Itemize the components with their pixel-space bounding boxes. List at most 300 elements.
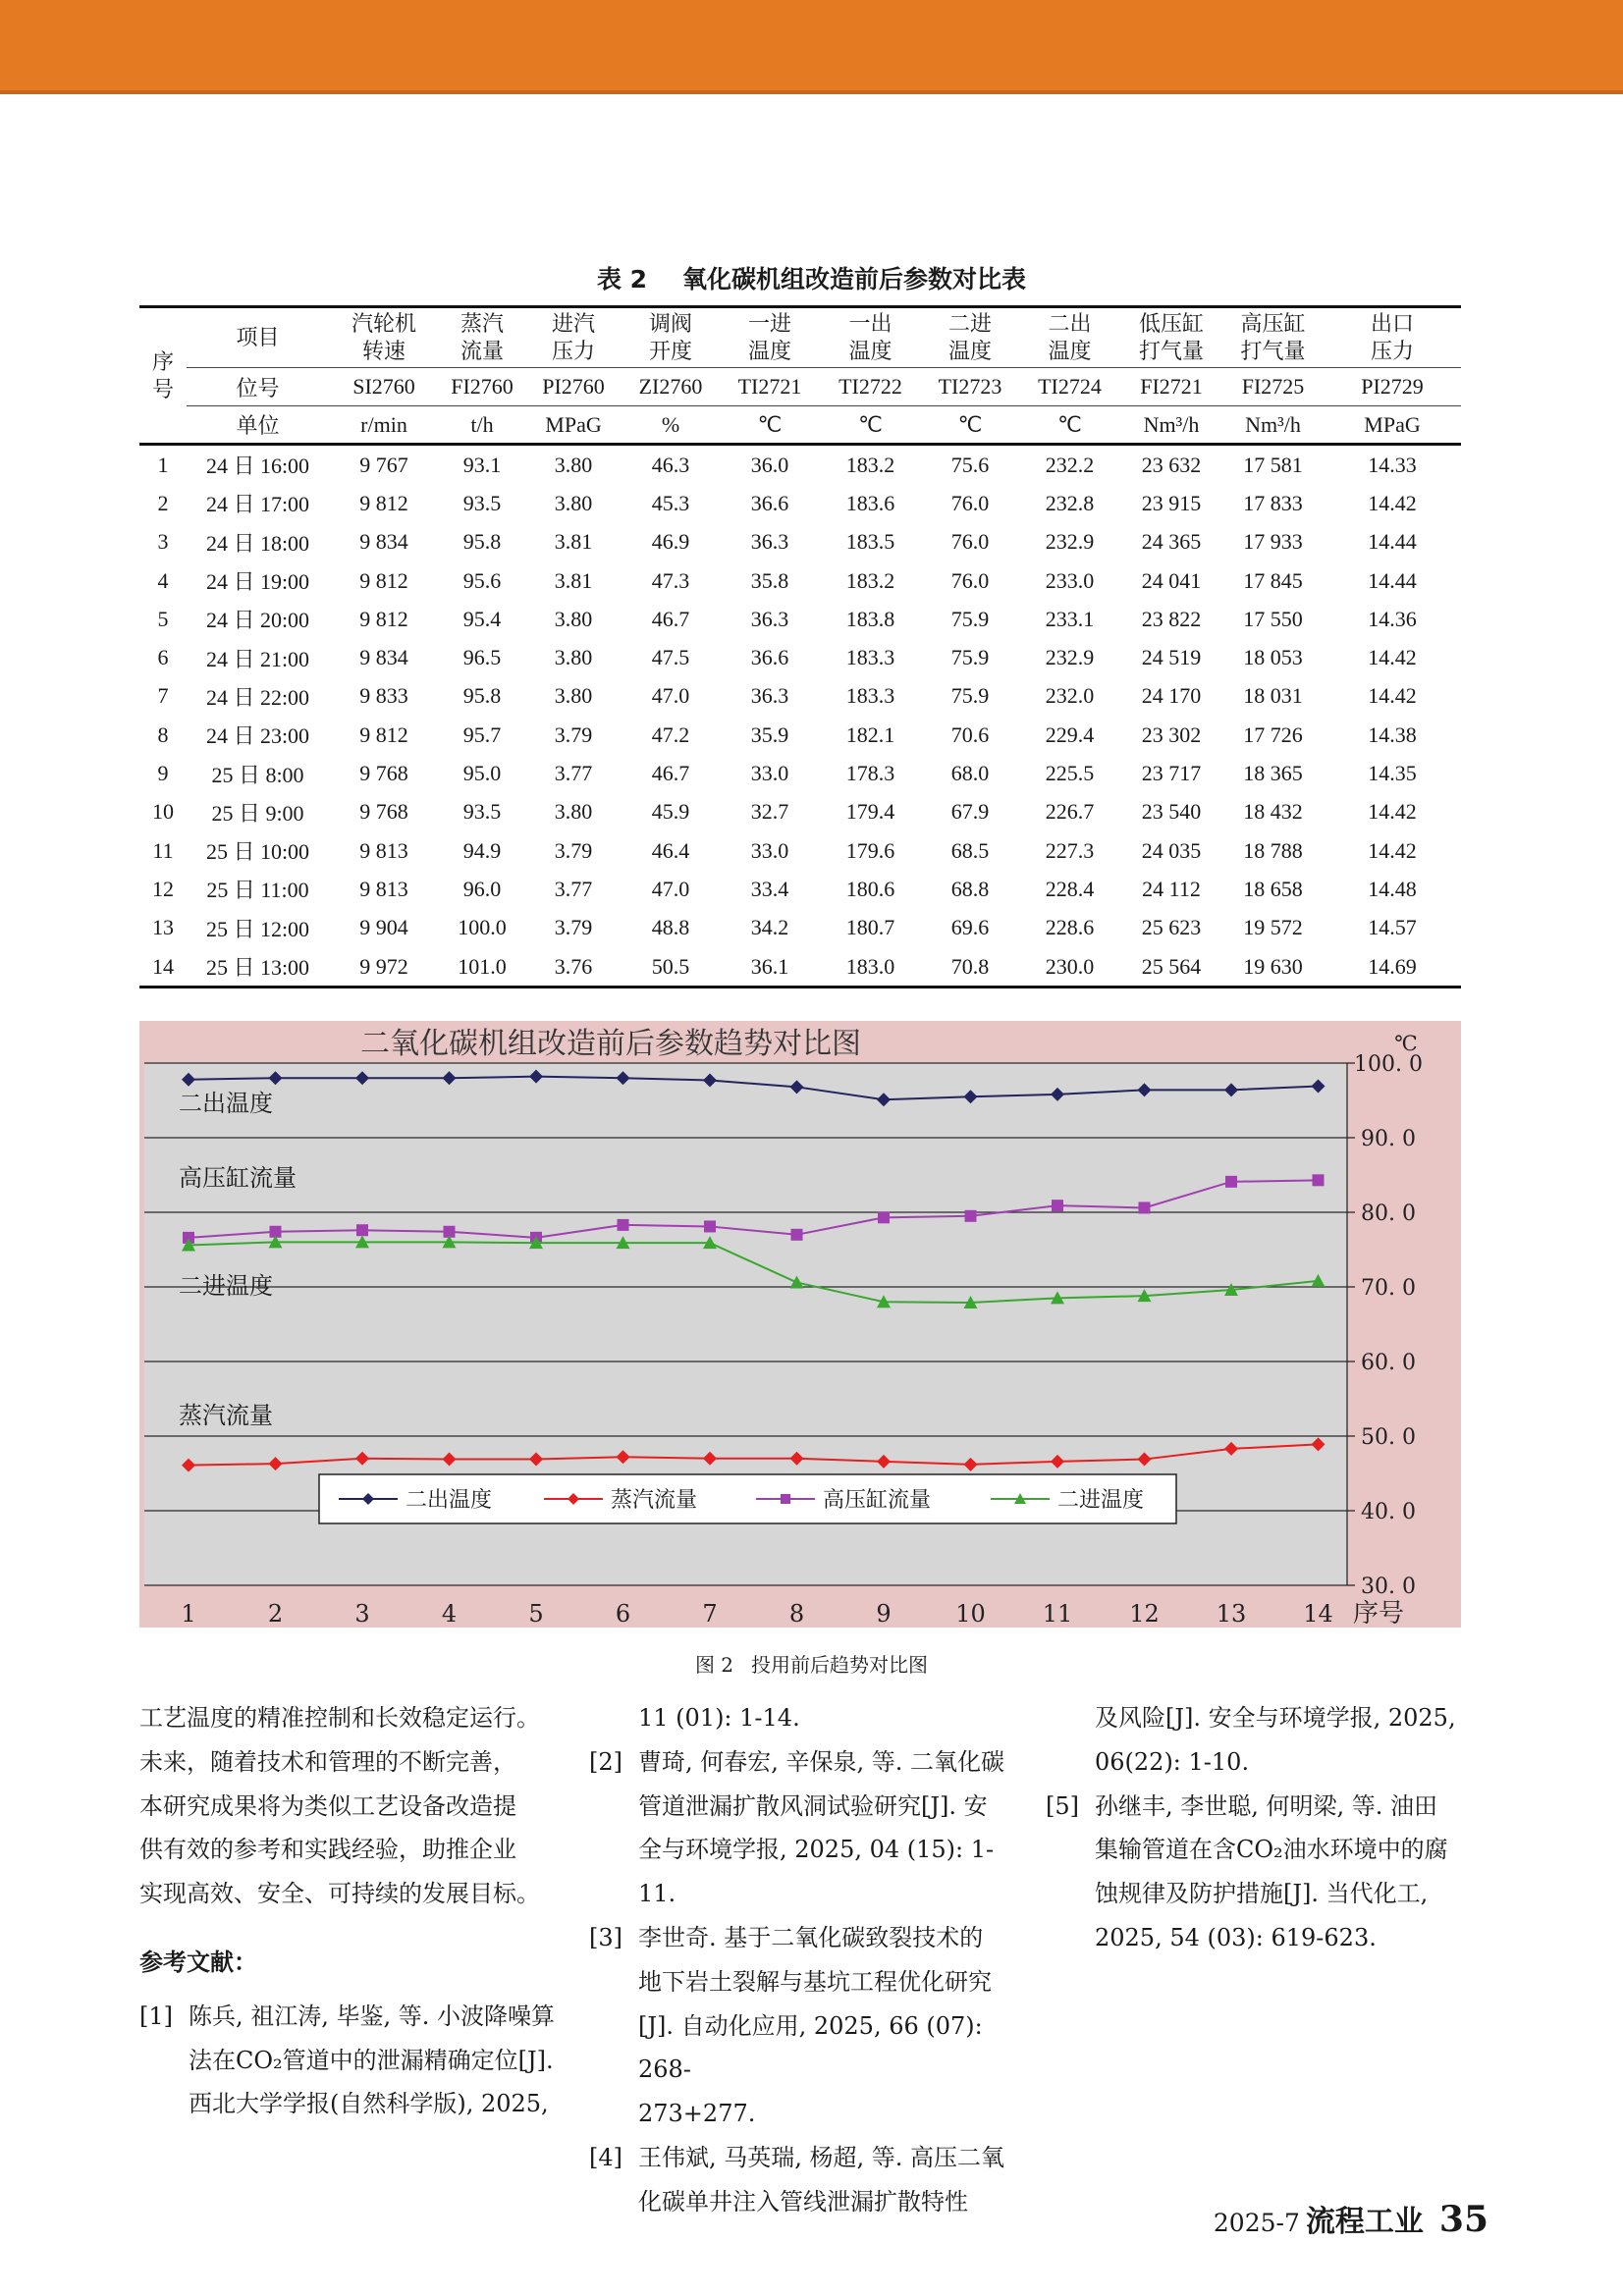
- table-number: 表 2: [596, 265, 648, 294]
- table-cell: 47.5: [651, 645, 690, 670]
- table-cell: 101.0: [439, 947, 525, 988]
- column-name: [329, 307, 439, 368]
- data-point: [1313, 1174, 1325, 1186]
- table-cell: 25 日 8:00: [211, 762, 304, 787]
- table-cell: 69.6: [950, 915, 990, 940]
- data-point: [1052, 1200, 1063, 1211]
- figure-title: 投用前后趋势对比图: [751, 1653, 929, 1677]
- legend-label: 二进温度: [1057, 1488, 1145, 1513]
- column-name-line: 一出: [848, 311, 893, 336]
- column-tag: SI2760: [329, 368, 439, 406]
- text-column-3: [1046, 1696, 1468, 1960]
- table-cell: 36.1: [720, 947, 820, 988]
- table-cell: 180.6: [845, 876, 895, 901]
- table-cell: 232.8: [1045, 490, 1095, 515]
- series-annotation: 蒸汽流量: [179, 1402, 273, 1429]
- table-cell: 9 768: [359, 799, 408, 825]
- table-cell: 19 630: [1222, 947, 1324, 988]
- table-cell: 180.7: [845, 915, 895, 940]
- table-cell: 25 日 11:00: [206, 878, 309, 903]
- table-cell: 36.6: [750, 490, 789, 515]
- table-cell: 95.8: [462, 529, 502, 555]
- table-cell: 17 845: [1243, 567, 1303, 593]
- x-tick-label: 4: [441, 1600, 458, 1628]
- data-point: [1139, 1201, 1151, 1213]
- column-tag: TI2721: [720, 368, 820, 406]
- table-cell: 3.81: [554, 529, 593, 555]
- reference-line: 地下岩土裂解与基坑工程优化研究: [638, 1967, 992, 1996]
- body-line: 未来，随着技术和管理的不断完善，: [139, 1747, 516, 1776]
- data-point: [791, 1229, 803, 1241]
- series-annotation: 二进温度: [179, 1272, 273, 1300]
- table-cell: 18 365: [1243, 761, 1303, 786]
- table-cell: 24 日 16:00: [205, 454, 310, 479]
- table-cell: 9 834: [359, 529, 408, 555]
- reference-line: 全与环境学报, 2025, 04 (15): 1-11.: [638, 1836, 995, 1908]
- reference-line: 李世奇. 基于二氧化碳致裂技术的: [638, 1923, 984, 1951]
- reference-2: [589, 1740, 1026, 1916]
- reference-line: 法在CO₂管道中的泄漏精确定位[J].: [189, 2046, 554, 2074]
- reference-number: [2]: [589, 1747, 622, 1776]
- x-tick-label: 5: [528, 1600, 544, 1628]
- column-tag: FI2760: [439, 368, 525, 406]
- table-row: [139, 523, 1461, 561]
- figure-number: 图 2: [694, 1653, 734, 1677]
- page-footer: [1214, 2197, 1488, 2240]
- table-cell: 10: [152, 799, 174, 825]
- table-cell: 24 日 22:00: [205, 684, 310, 710]
- column-unit: t/h: [439, 406, 525, 445]
- series-annotation: 二出温度: [179, 1090, 273, 1117]
- column-unit: Nm³/h: [1222, 406, 1324, 445]
- reference-1-cont: [589, 1696, 1026, 1740]
- table-cell: 3.79: [554, 837, 593, 863]
- references-heading: 参考文献：: [139, 1948, 257, 1976]
- table-caption: [0, 260, 1623, 295]
- table-cell: 75.9: [950, 683, 990, 709]
- x-axis-label: 序号: [1352, 1599, 1405, 1628]
- x-tick-label: 8: [788, 1600, 805, 1628]
- table-cell: 46.7: [651, 761, 690, 786]
- table-row: [139, 677, 1461, 716]
- table-cell: 24 035: [1141, 837, 1202, 863]
- reference-line: 西北大学学报(自然科学版), 2025,: [189, 2090, 549, 2118]
- chart-legend: [319, 1474, 1176, 1523]
- table-cell: 25 日 13:00: [187, 947, 329, 988]
- table-cell: 24 日 18:00: [205, 530, 310, 556]
- column-name-line: 二进: [947, 311, 992, 336]
- table-row: [139, 445, 1461, 485]
- column-unit: MPaG: [1324, 406, 1461, 445]
- table-cell: 67.9: [950, 799, 990, 825]
- table-cell: 179.4: [845, 799, 895, 825]
- y-tick-label: 50. 0: [1361, 1425, 1416, 1450]
- reference-line: 化碳单井注入管线泄漏扩散特性: [638, 2187, 968, 2216]
- legend-label: 高压缸流量: [823, 1488, 932, 1513]
- table-cell: 3.77: [554, 761, 593, 786]
- table-cell: 23 540: [1141, 799, 1202, 825]
- table-cell: 14.44: [1368, 567, 1417, 593]
- data-point: [965, 1210, 977, 1222]
- column-name-line: 压力: [551, 339, 595, 363]
- column-unit: ℃: [820, 406, 921, 445]
- table-cell: 227.3: [1045, 837, 1095, 863]
- column-name: [1019, 307, 1120, 368]
- table-cell: 93.1: [462, 452, 502, 477]
- table-cell: 68.8: [950, 876, 990, 901]
- column-name: [525, 307, 622, 368]
- x-tick-label: 11: [1042, 1600, 1073, 1628]
- body-line: 本研究成果将为类似工艺设备改造提: [139, 1791, 516, 1820]
- table-cell: 25 日 12:00: [205, 916, 310, 941]
- table-cell: 12: [152, 876, 174, 901]
- table-cell: 70.6: [950, 721, 990, 747]
- table-cell: 9 768: [359, 761, 408, 786]
- table-cell: 9 972: [329, 947, 439, 988]
- column-name-line: 流量: [460, 339, 504, 363]
- table-cell: 25 623: [1141, 915, 1202, 940]
- table-cell: 36.3: [750, 683, 789, 709]
- column-tag: FI2725: [1222, 368, 1324, 406]
- table-cell: 24 日 19:00: [205, 569, 310, 595]
- seq-header: [139, 307, 187, 445]
- data-point: [781, 1494, 790, 1504]
- x-tick-label: 6: [615, 1600, 631, 1628]
- column-name: [720, 307, 820, 368]
- column-name-line: 高压缸: [1240, 311, 1306, 336]
- table-cell: 76.0: [950, 567, 990, 593]
- table-cell: 3.80: [554, 490, 593, 515]
- table-row: [139, 638, 1461, 676]
- table-cell: 18 432: [1243, 799, 1303, 825]
- table-cell: 179.6: [845, 837, 895, 863]
- y-tick-label: 100. 0: [1354, 1052, 1423, 1077]
- table-cell: 9 767: [359, 452, 408, 477]
- table-cell: 18 788: [1243, 837, 1303, 863]
- table-row: [139, 947, 1461, 988]
- reference-line: 06(22): 1-10.: [1095, 1747, 1250, 1776]
- column-name-line: 温度: [747, 339, 791, 363]
- table-cell: 24 日 21:00: [205, 646, 310, 671]
- reference-4: [589, 2136, 1026, 2224]
- table-cell: 23 915: [1141, 490, 1202, 515]
- reference-5: [1046, 1785, 1468, 1960]
- table-cell: 229.4: [1045, 721, 1095, 747]
- table-row: [139, 600, 1461, 638]
- table-cell: 70.8: [921, 947, 1019, 988]
- table-cell: 95.6: [462, 567, 502, 593]
- data-point: [356, 1224, 368, 1236]
- table-cell: 183.3: [845, 645, 895, 670]
- table-cell: 34.2: [750, 915, 789, 940]
- figure-caption: [0, 1649, 1623, 1678]
- table-cell: 225.5: [1045, 761, 1095, 786]
- body-line: 供有效的参考和实践经验，助推企业: [139, 1836, 516, 1864]
- table-cell: 183.8: [845, 606, 895, 631]
- parameter-table: [139, 305, 1461, 988]
- table-cell: 3.80: [554, 645, 593, 670]
- seq-header-label: 序号: [152, 348, 175, 401]
- column-name-line: 压力: [1370, 339, 1414, 363]
- reference-line: 273+277.: [638, 2100, 756, 2128]
- header-band-edge: [0, 90, 1623, 94]
- table-cell: 45.3: [651, 490, 690, 515]
- table-cell: 233.0: [1045, 567, 1095, 593]
- table-cell: 24 日 23:00: [205, 723, 310, 749]
- y-tick-label: 40. 0: [1361, 1500, 1416, 1524]
- y-tick-label: 90. 0: [1361, 1127, 1416, 1151]
- y-tick-label: 80. 0: [1361, 1201, 1416, 1226]
- table-cell: 3: [157, 529, 169, 555]
- table-cell: 14.42: [1368, 837, 1417, 863]
- table-cell: 33.0: [750, 761, 789, 786]
- reference-line: 集输管道在含CO₂油水环境中的腐: [1095, 1836, 1448, 1864]
- table-cell: 14.48: [1368, 876, 1417, 901]
- table-cell: 183.2: [845, 567, 895, 593]
- reference-line: 陈兵, 祖江涛, 毕鉴, 等. 小波降噪算: [189, 2002, 556, 2030]
- table-cell: 24 170: [1141, 683, 1202, 709]
- table-cell: 178.3: [845, 761, 895, 786]
- header-band: [0, 0, 1623, 90]
- table-row: [139, 909, 1461, 947]
- table-cell: 17 833: [1243, 490, 1303, 515]
- column-name: [622, 307, 720, 368]
- reference-1: [139, 1995, 562, 2126]
- table-cell: 94.9: [462, 837, 502, 863]
- table-cell: 183.6: [845, 490, 895, 515]
- column-name-line: 打气量: [1138, 339, 1204, 363]
- table-cell: 46.3: [651, 452, 690, 477]
- table-cell: 75.9: [950, 645, 990, 670]
- table-cell: 36.6: [750, 645, 789, 670]
- reference-number: [5]: [1046, 1791, 1079, 1820]
- data-point: [704, 1220, 716, 1232]
- table-cell: 232.9: [1045, 529, 1095, 555]
- table-cell: 9 834: [359, 645, 408, 670]
- column-name-line: 调阀: [648, 311, 692, 336]
- table-cell: 25 日 9:00: [211, 800, 304, 826]
- x-tick-label: 12: [1129, 1600, 1160, 1628]
- table-cell: 13: [152, 915, 174, 940]
- table-cell: 17 726: [1243, 721, 1303, 747]
- x-tick-label: 7: [702, 1600, 718, 1628]
- table-row: [139, 484, 1461, 522]
- chart-title: 二氧化碳机组改造前后参数趋势对比图: [360, 1027, 861, 1061]
- data-point: [618, 1219, 629, 1231]
- table-cell: 14.42: [1368, 683, 1417, 709]
- table-cell: 75.9: [950, 606, 990, 631]
- reference-line: 王伟斌, 马英瑞, 杨超, 等. 高压二氧: [638, 2143, 1005, 2171]
- table-cell: 232.0: [1045, 683, 1095, 709]
- column-name-line: 低压缸: [1138, 311, 1204, 336]
- table-cell: 95.4: [462, 606, 502, 631]
- table-cell: 7: [157, 683, 169, 709]
- table-cell: 232.9: [1045, 645, 1095, 670]
- table-cell: 14: [139, 947, 187, 988]
- column-tag: PI2729: [1324, 368, 1461, 406]
- trend-chart: [139, 1021, 1461, 1628]
- table-cell: 232.2: [1045, 452, 1095, 477]
- column-unit: ℃: [921, 406, 1019, 445]
- legend-label: 蒸汽流量: [611, 1488, 698, 1513]
- column-tag: TI2723: [921, 368, 1019, 406]
- table-cell: 2: [157, 490, 169, 515]
- table-cell: 1: [157, 452, 169, 477]
- column-name-line: 一进: [747, 311, 791, 336]
- reference-number: [4]: [589, 2143, 622, 2171]
- column-name-line: 温度: [848, 339, 893, 363]
- legend-label: 二出温度: [406, 1488, 493, 1513]
- table-cell: 226.7: [1045, 799, 1095, 825]
- table-cell: 35.8: [750, 567, 789, 593]
- column-tag: ZI2760: [622, 368, 720, 406]
- table-cell: 23 822: [1141, 606, 1202, 631]
- x-tick-label: 3: [354, 1600, 370, 1628]
- table-cell: 75.6: [950, 452, 990, 477]
- table-cell: 14.38: [1368, 721, 1417, 747]
- table-cell: 76.0: [950, 490, 990, 515]
- table-cell: 24 112: [1142, 876, 1201, 901]
- table-cell: 17 581: [1243, 452, 1303, 477]
- column-tag: PI2760: [525, 368, 622, 406]
- page-number: 35: [1438, 2199, 1488, 2240]
- table-cell: 11: [152, 837, 174, 863]
- column-name-line: 转速: [361, 339, 406, 363]
- table-cell: 46.9: [651, 529, 690, 555]
- table-cell: 45.9: [651, 799, 690, 825]
- data-point: [878, 1211, 890, 1223]
- table-cell: 233.1: [1045, 606, 1095, 631]
- table-cell: 68.0: [950, 761, 990, 786]
- reference-line: 孙继丰, 李世聪, 何明梁, 等. 油田: [1095, 1791, 1438, 1820]
- column-tag: TI2724: [1019, 368, 1120, 406]
- header-unit: 单位: [187, 406, 329, 445]
- table-cell: 182.1: [845, 721, 895, 747]
- reference-line: 蚀规律及防护措施[J]. 当代化工,: [1095, 1880, 1429, 1908]
- table-cell: 24 日 17:00: [205, 492, 310, 517]
- column-name: [1222, 307, 1324, 368]
- table-cell: 25 564: [1120, 947, 1222, 988]
- series-annotation: 高压缸流量: [179, 1164, 297, 1192]
- table-cell: 3.80: [554, 452, 593, 477]
- reference-line: 曹琦, 何春宏, 辛保泉, 等. 二氧化碳: [638, 1747, 1005, 1776]
- table-cell: 17 933: [1243, 529, 1303, 555]
- table-cell: 95.7: [462, 721, 502, 747]
- table-cell: 9 833: [359, 683, 408, 709]
- table-cell: 33.0: [750, 837, 789, 863]
- table-cell: 23 717: [1141, 761, 1202, 786]
- column-name-line: 汽轮机: [351, 311, 416, 336]
- column-name-line: 蒸汽: [460, 311, 504, 336]
- table-cell: 9 813: [359, 876, 408, 901]
- table-cell: 93.5: [462, 490, 502, 515]
- table-row: [139, 831, 1461, 870]
- column-tag: TI2722: [820, 368, 921, 406]
- table-cell: 3.81: [554, 567, 593, 593]
- table-cell: 47.0: [651, 683, 690, 709]
- table-cell: 33.4: [750, 876, 789, 901]
- table-row: [139, 754, 1461, 792]
- column-name-line: 开度: [648, 339, 692, 363]
- table-cell: 48.8: [651, 915, 690, 940]
- table-cell: 23 302: [1141, 721, 1202, 747]
- column-unit: ℃: [1019, 406, 1120, 445]
- table-cell: 3.76: [525, 947, 622, 988]
- reference-line: 及风险[J]. 安全与环境学报, 2025,: [1095, 1704, 1456, 1732]
- table-cell: 18 658: [1243, 876, 1303, 901]
- x-tick-label: 13: [1216, 1600, 1247, 1628]
- table-row: [139, 716, 1461, 754]
- table-cell: 3.79: [554, 721, 593, 747]
- table-cell: 23 632: [1141, 452, 1202, 477]
- table-cell: 68.5: [950, 837, 990, 863]
- table-cell: 3.80: [554, 683, 593, 709]
- column-unit: Nm³/h: [1120, 406, 1222, 445]
- y-tick-label: 60. 0: [1361, 1351, 1416, 1375]
- x-tick-label: 9: [876, 1600, 892, 1628]
- journal-name: 流程工业: [1305, 2205, 1424, 2239]
- table-cell: 36.0: [750, 452, 789, 477]
- table-cell: 95.8: [462, 683, 502, 709]
- y-unit-label: ℃: [1394, 1032, 1418, 1055]
- column-unit: ℃: [720, 406, 820, 445]
- table-cell: 228.6: [1045, 915, 1095, 940]
- table-cell: 47.2: [651, 721, 690, 747]
- table-cell: 228.4: [1045, 876, 1095, 901]
- x-tick-label: 14: [1303, 1600, 1333, 1628]
- table-row: [139, 793, 1461, 831]
- column-unit: r/min: [329, 406, 439, 445]
- table-row: [139, 561, 1461, 600]
- table-cell: 183.0: [820, 947, 921, 988]
- column-name-line: 进汽: [551, 311, 595, 336]
- table-cell: 3.77: [554, 876, 593, 901]
- reference-line: 管道泄漏扩散风洞试验研究[J]. 安: [638, 1791, 988, 1820]
- text-column-1: [139, 1696, 562, 2126]
- table-cell: 35.9: [750, 721, 789, 747]
- table-cell: 9: [157, 761, 169, 786]
- table-cell: 14.33: [1368, 452, 1417, 477]
- body-line: 实现高效、安全、可持续的发展目标。: [139, 1880, 540, 1908]
- table-cell: 36.3: [750, 529, 789, 555]
- header-tag: 位号: [187, 368, 329, 406]
- column-name: [1324, 307, 1461, 368]
- table-cell: 5: [157, 606, 169, 631]
- body-line: 工艺温度的精准控制和长效稳定运行。: [139, 1704, 540, 1732]
- issue-label: 2025-7: [1213, 2209, 1300, 2237]
- table-cell: 9 812: [359, 567, 408, 593]
- table-cell: 14.36: [1368, 606, 1417, 631]
- x-tick-label: 10: [955, 1600, 986, 1628]
- y-tick-label: 70. 0: [1361, 1276, 1416, 1301]
- column-unit: %: [622, 406, 720, 445]
- reference-3: [589, 1916, 1026, 2136]
- reference-line: 11 (01): 1-14.: [638, 1704, 800, 1732]
- table-cell: 24 041: [1141, 567, 1202, 593]
- x-tick-label: 2: [267, 1600, 284, 1628]
- table-cell: 96.5: [462, 645, 502, 670]
- column-name-line: 温度: [947, 339, 992, 363]
- table-cell: 14.57: [1368, 915, 1417, 940]
- table-cell: 14.44: [1368, 529, 1417, 555]
- table-cell: 9 813: [359, 837, 408, 863]
- table-cell: 76.0: [950, 529, 990, 555]
- reference-4-cont: [1046, 1696, 1468, 1785]
- table-cell: 9 812: [359, 721, 408, 747]
- column-name: [1120, 307, 1222, 368]
- table-cell: 47.0: [651, 876, 690, 901]
- table-cell: 3.79: [554, 915, 593, 940]
